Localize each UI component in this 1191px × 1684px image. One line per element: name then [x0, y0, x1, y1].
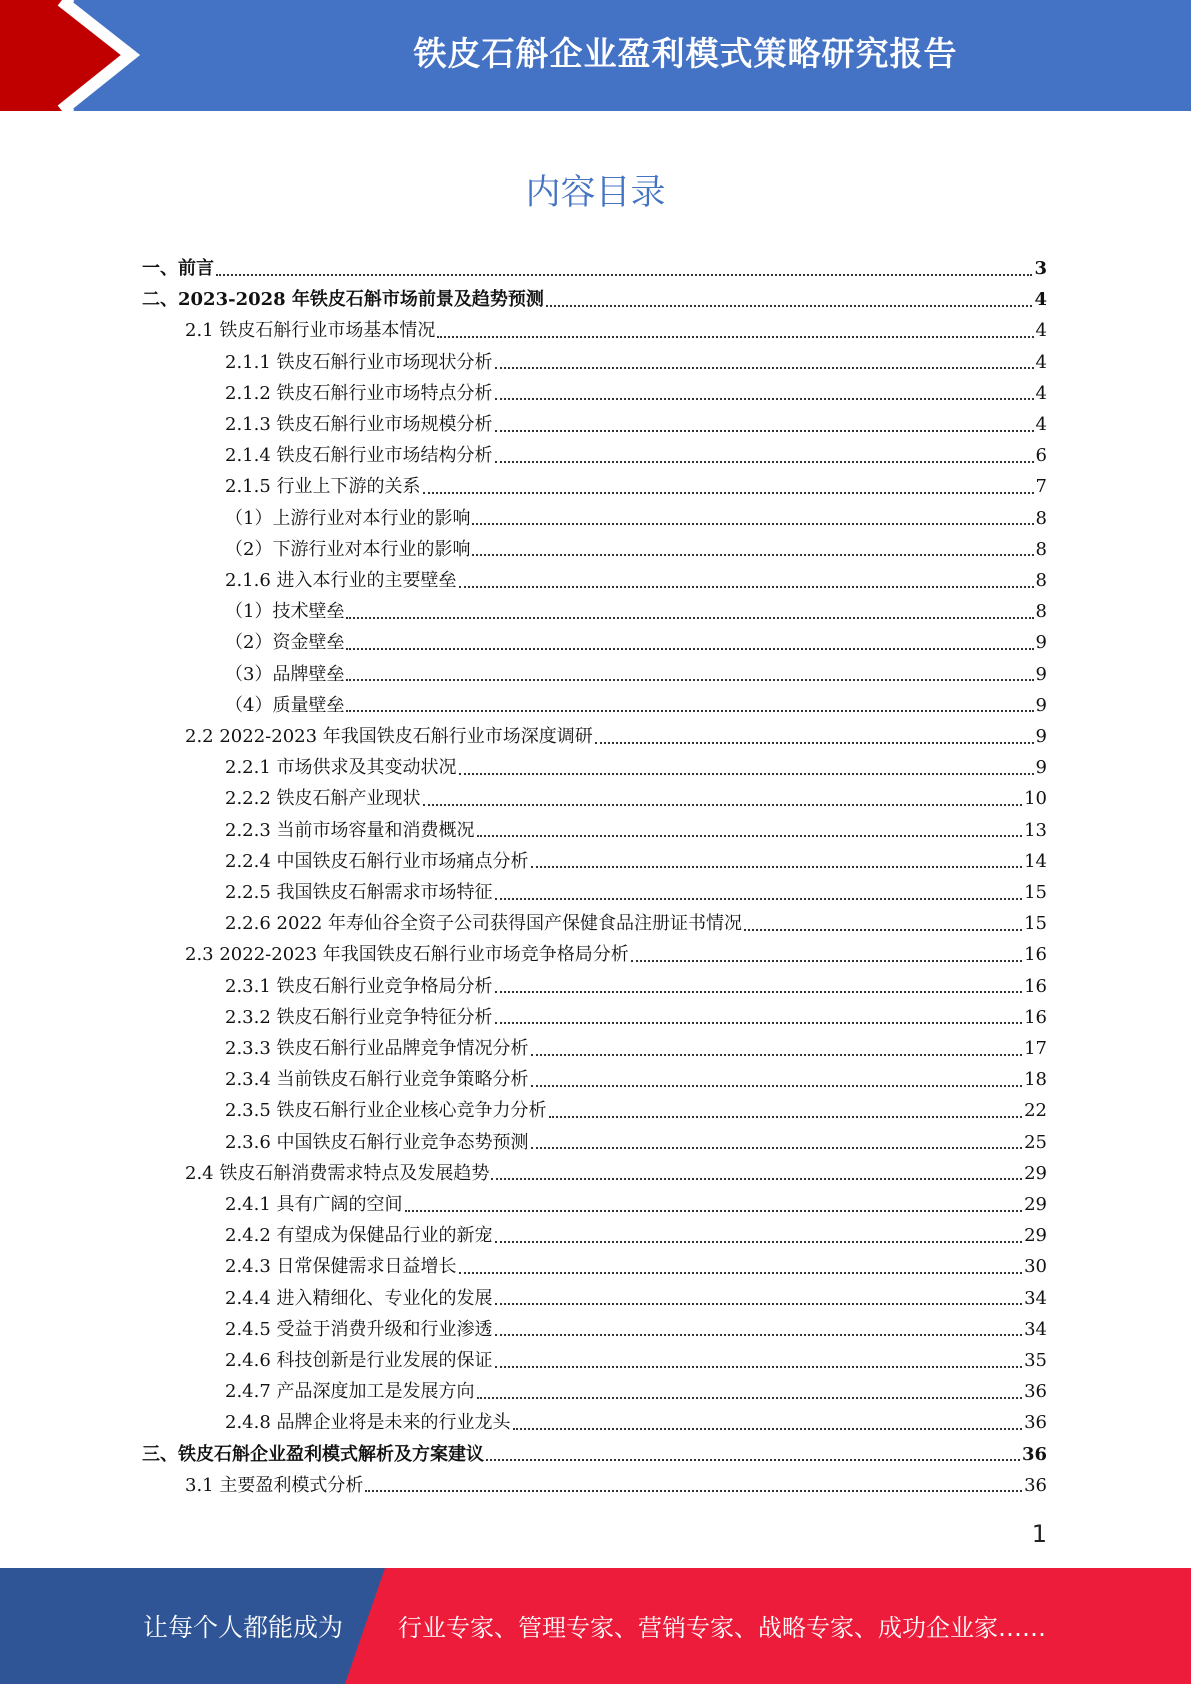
footer-banner	[0, 1568, 1191, 1684]
toc-dot-leader	[459, 586, 1034, 588]
toc-entry[interactable]	[185, 315, 1047, 346]
toc-dot-leader	[531, 1085, 1023, 1087]
toc-entry-title: 三、铁皮石斛企业盈利模式解析及方案建议	[142, 1443, 484, 1465]
toc-entry-page: 35	[1024, 1350, 1047, 1371]
toc-entry-title: 一、前言	[142, 258, 214, 279]
toc-entry-page: 18	[1024, 1069, 1047, 1091]
toc-dot-leader	[495, 1334, 1023, 1336]
toc-entry[interactable]	[225, 1345, 1047, 1376]
toc-entry-page: 30	[1024, 1256, 1047, 1278]
toc-entry-title: 2.2.1 市场供求及其变动状况	[225, 757, 457, 779]
toc-entry-page: 16	[1024, 975, 1047, 997]
toc-entry-page: 8	[1035, 570, 1047, 591]
toc-entry-page: 29	[1024, 1194, 1047, 1215]
toc-entry-page: 3	[1034, 258, 1047, 279]
toc-dot-leader	[346, 710, 1033, 712]
toc-entry-page: 16	[1024, 944, 1047, 966]
toc-dot-leader	[513, 1428, 1023, 1430]
toc-entry-page: 10	[1024, 788, 1047, 810]
toc-entry-page: 22	[1024, 1100, 1047, 1122]
toc-entry-page: 29	[1024, 1225, 1047, 1247]
toc-dot-leader	[459, 1272, 1023, 1274]
toc-entry-title: 2.2.6 2022 年寿仙谷全资子公司获得国产保健食品注册证书情况	[225, 913, 743, 935]
toc-entry[interactable]	[225, 971, 1047, 1002]
toc-entry[interactable]	[225, 846, 1047, 877]
toc-entry-title: 2.4.8 品牌企业将是未来的行业龙头	[225, 1412, 511, 1434]
toc-entry-title: （2）下游行业对本行业的影响	[225, 538, 471, 560]
toc-entry[interactable]	[225, 1064, 1047, 1095]
toc-dot-leader	[495, 1022, 1023, 1024]
toc-entry-title: 2.2.5 我国铁皮石斛需求市场特征	[225, 882, 493, 903]
toc-entry-page: 9	[1035, 632, 1047, 654]
toc-entry-title: 2.4.3 日常保健需求日益增长	[225, 1256, 457, 1278]
toc-entry-page: 34	[1024, 1287, 1047, 1309]
toc-entry-page: 15	[1024, 882, 1047, 903]
toc-dot-leader	[491, 1178, 1022, 1180]
toc-dot-leader	[405, 1210, 1023, 1212]
toc-entry-page: 4	[1035, 351, 1047, 373]
toc-entry-page: 9	[1035, 663, 1047, 685]
toc-entry-page: 4	[1034, 289, 1047, 311]
toc-entry[interactable]	[225, 534, 1047, 565]
toc-entry-page: 16	[1024, 1006, 1047, 1028]
toc-entry-page: 6	[1035, 445, 1047, 467]
toc-entry[interactable]	[185, 721, 1047, 752]
toc-entry[interactable]	[225, 1127, 1047, 1158]
toc-entry-title: 2.2.4 中国铁皮石斛行业市场痛点分析	[225, 850, 529, 872]
toc-entry-page: 4	[1035, 320, 1047, 342]
toc-entry[interactable]	[225, 565, 1047, 596]
toc-dot-leader	[216, 274, 1032, 276]
toc-entry-title: 2.3.6 中国铁皮石斛行业竞争态势预测	[225, 1131, 529, 1153]
toc-entry[interactable]	[225, 503, 1047, 534]
report-title: 铁皮石斛企业盈利模式策略研究报告	[413, 34, 958, 73]
toc-dot-leader	[459, 773, 1034, 775]
toc-entry-title: 2.1 铁皮石斛行业市场基本情况	[185, 320, 436, 342]
toc-entry-title: 2.1.3 铁皮石斛行业市场规模分析	[225, 414, 493, 435]
toc-entry-title: 二、2023-2028 年铁皮石斛市场前景及趋势预测	[142, 289, 544, 311]
toc-entry-page: 29	[1024, 1162, 1047, 1184]
toc-entry[interactable]	[225, 1376, 1047, 1407]
toc-entry[interactable]	[142, 284, 1047, 315]
toc-entry[interactable]	[225, 378, 1047, 409]
toc-entry[interactable]	[225, 347, 1047, 378]
toc-entry-title: 2.1.2 铁皮石斛行业市场特点分析	[225, 382, 493, 404]
toc-entry-page: 9	[1035, 694, 1047, 716]
toc-dot-leader	[531, 1054, 1023, 1056]
toc-entry-page: 4	[1035, 382, 1047, 404]
toc-entry-title: （1）上游行业对本行业的影响	[225, 507, 471, 529]
toc-dot-leader	[546, 305, 1033, 307]
toc-entry-title: 2.3.5 铁皮石斛行业企业核心竞争力分析	[225, 1100, 547, 1122]
toc-entry[interactable]	[225, 659, 1047, 690]
toc-entry-page: 15	[1024, 913, 1047, 935]
header-banner	[0, 0, 1191, 111]
toc-dot-leader	[495, 430, 1034, 432]
toc-entry-title: 2.4.1 具有广阔的空间	[225, 1194, 403, 1215]
toc-entry[interactable]	[225, 1314, 1047, 1345]
toc-dot-leader	[495, 398, 1034, 400]
toc-entry-title: 2.3.2 铁皮石斛行业竞争特征分析	[225, 1006, 493, 1028]
toc-dot-leader	[346, 648, 1033, 650]
toc-entry-title: 2.4.2 有望成为保健品行业的新宠	[225, 1225, 493, 1247]
toc-entry-page: 36	[1024, 1474, 1047, 1496]
toc-entry-page: 17	[1024, 1038, 1047, 1059]
toc-entry[interactable]	[225, 1220, 1047, 1251]
toc-dot-leader	[495, 1303, 1023, 1305]
toc-entry-page: 25	[1024, 1131, 1047, 1153]
toc-entry-page: 8	[1035, 601, 1047, 623]
page-number: 1	[1031, 1520, 1047, 1548]
toc-entry-page: 14	[1024, 850, 1047, 872]
toc-dot-leader	[423, 804, 1023, 806]
toc-entry-title: 2.3 2022-2023 年我国铁皮石斛行业市场竞争格局分析	[185, 944, 629, 966]
toc-entry[interactable]	[185, 1470, 1047, 1501]
toc-dot-leader	[531, 1147, 1023, 1149]
toc-entry[interactable]	[225, 471, 1047, 502]
toc-entry-title: （1）技术壁垒	[225, 601, 345, 623]
toc-dot-leader	[472, 554, 1033, 556]
toc-entry[interactable]	[225, 752, 1047, 783]
toc-entry[interactable]	[142, 253, 1047, 284]
toc-dot-leader	[495, 461, 1034, 463]
toc-entry-page: 34	[1024, 1318, 1047, 1340]
toc-entry-title: 2.4.7 产品深度加工是发展方向	[225, 1381, 475, 1403]
toc-entry-title: 2.4.4 进入精细化、专业化的发展	[225, 1287, 493, 1309]
toc-dot-leader	[486, 1459, 1020, 1461]
toc-dot-leader	[495, 1241, 1023, 1243]
toc-entry-title: 2.2 2022-2023 年我国铁皮石斛行业市场深度调研	[185, 726, 593, 747]
toc-entry[interactable]	[225, 440, 1047, 471]
toc-entry-title: 2.4.5 受益于消费升级和行业渗透	[225, 1318, 493, 1340]
toc-dot-leader	[531, 866, 1023, 868]
toc-entry[interactable]	[185, 1158, 1047, 1189]
toc-dot-leader	[495, 898, 1023, 900]
toc-entry-title: 2.1.4 铁皮石斛行业市场结构分析	[225, 445, 493, 467]
toc-entry-title: 2.2.2 铁皮石斛产业现状	[225, 788, 421, 810]
toc-entry-page: 8	[1035, 507, 1047, 529]
toc-dot-leader	[595, 742, 1034, 744]
toc-entry[interactable]	[225, 1002, 1047, 1033]
toc-entry[interactable]	[225, 1283, 1047, 1314]
toc-entry[interactable]	[225, 908, 1047, 939]
toc-entry[interactable]	[225, 877, 1047, 908]
toc-entry[interactable]	[225, 627, 1047, 658]
toc-entry[interactable]	[225, 1407, 1047, 1438]
toc-dot-leader	[365, 1490, 1022, 1492]
toc-entry-page: 9	[1035, 757, 1047, 779]
toc-entry-title: 2.3.3 铁皮石斛行业品牌竞争情况分析	[225, 1038, 529, 1059]
toc-dot-leader	[423, 492, 1034, 494]
toc-dot-leader	[346, 617, 1033, 619]
toc-dot-leader	[477, 1397, 1023, 1399]
toc-entry-page: 7	[1035, 476, 1047, 498]
toc-entry-title: 2.2.3 当前市场容量和消费概况	[225, 819, 475, 841]
toc-entry-title: 2.3.4 当前铁皮石斛行业竞争策略分析	[225, 1069, 529, 1091]
toc-entry[interactable]	[225, 690, 1047, 721]
toc-dot-leader	[631, 960, 1022, 962]
toc-entry[interactable]	[225, 1033, 1047, 1064]
toc-entry-page: 13	[1024, 819, 1047, 841]
toc-dot-leader	[477, 835, 1023, 837]
toc-dot-leader	[437, 336, 1033, 338]
toc-entry[interactable]	[225, 409, 1047, 440]
toc-dot-leader	[346, 679, 1033, 681]
toc-dot-leader	[472, 523, 1033, 525]
toc-entry[interactable]	[225, 1095, 1047, 1126]
toc-entry[interactable]	[225, 783, 1047, 814]
toc-dot-leader	[744, 929, 1022, 931]
toc-entry-title: 2.1.6 进入本行业的主要壁垒	[225, 570, 457, 591]
toc-entry[interactable]	[225, 1189, 1047, 1220]
toc-dot-leader	[495, 367, 1034, 369]
footer-slogan-right: 行业专家、管理专家、营销专家、战略专家、成功企业家……	[398, 1614, 1046, 1642]
toc-entry-title: 2.4 铁皮石斛消费需求特点及发展趋势	[185, 1162, 490, 1184]
toc-entry-title: 2.3.1 铁皮石斛行业竞争格局分析	[225, 975, 493, 997]
toc-entry-title: （3）品牌壁垒	[225, 663, 345, 685]
toc-entry-page: 8	[1035, 538, 1047, 560]
toc-entry-page: 36	[1021, 1443, 1047, 1465]
toc-dot-leader	[549, 1116, 1023, 1118]
toc-entry[interactable]	[185, 939, 1047, 970]
toc-entry[interactable]	[225, 1251, 1047, 1282]
footer-slogan-left: 让每个人都能成为	[143, 1613, 344, 1642]
toc-entry[interactable]	[142, 1439, 1047, 1470]
toc-entry-page: 4	[1035, 414, 1047, 435]
toc-dot-leader	[495, 991, 1023, 993]
toc-entry-page: 36	[1024, 1412, 1047, 1434]
toc-entry[interactable]	[225, 596, 1047, 627]
toc-entry-title: （4）质量壁垒	[225, 694, 345, 716]
toc-entry-title: 2.1.1 铁皮石斛行业市场现状分析	[225, 351, 493, 373]
toc-entry-title: （2）资金壁垒	[225, 632, 345, 654]
toc-dot-leader	[495, 1366, 1023, 1368]
toc-entry-title: 2.4.6 科技创新是行业发展的保证	[225, 1350, 493, 1371]
toc-entry-page: 9	[1035, 726, 1047, 747]
toc-entry-title: 3.1 主要盈利模式分析	[185, 1474, 364, 1496]
toc-entry-title: 2.1.5 行业上下游的关系	[225, 476, 421, 498]
toc-heading: 内容目录	[525, 173, 666, 213]
toc-entry[interactable]	[225, 815, 1047, 846]
toc-entry-page: 36	[1024, 1381, 1047, 1403]
